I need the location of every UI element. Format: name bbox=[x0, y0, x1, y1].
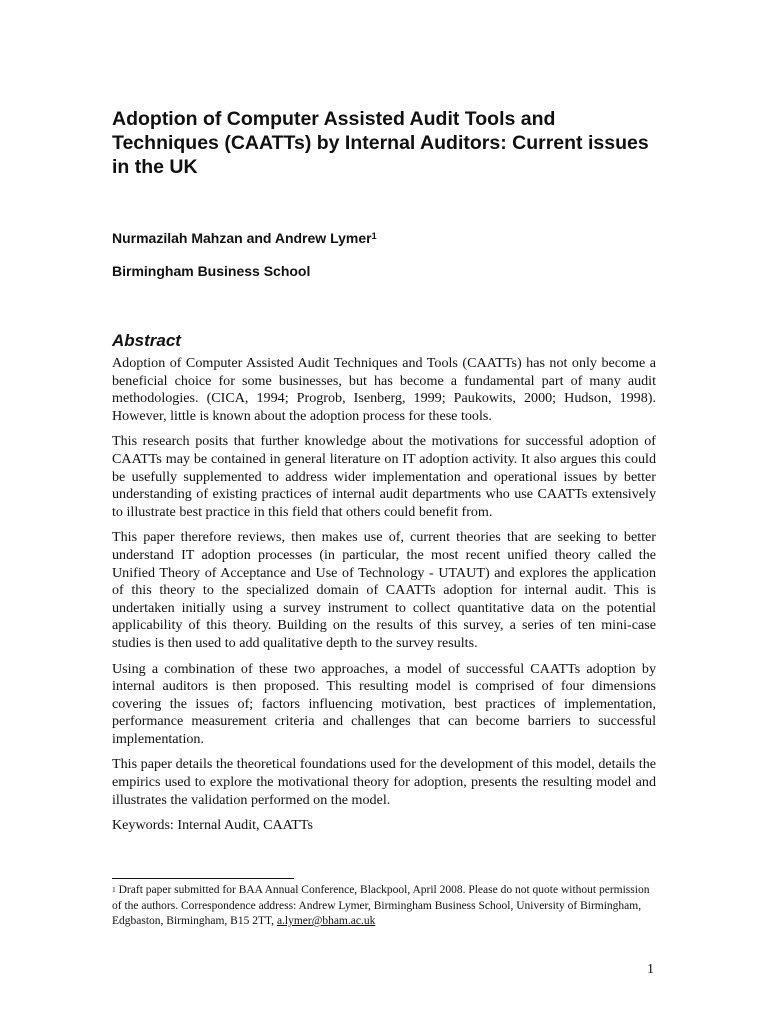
abstract-paragraph: Adoption of Computer Assisted Audit Techniques and Tools (CAATTs) has not only become a beneficial choice for some businesses, but has become a fundamental part of many audit methodologies. (CICA, 1994; Progrob, Isenberg, 1999; Paukowits, 2000; Hudson, 1998). However, little is known about the adoption process for these tools. bbox=[112, 355, 656, 424]
abstract-paragraph: This paper details the theoretical foundations used for the development of this model, details the empirics used to explore the motivational theory for adoption, presents the resulting model and illustrates the validation performed on the model. bbox=[112, 756, 656, 808]
author-line bbox=[112, 229, 377, 247]
correspondence-email-link[interactable]: a.lymer@bham.ac.uk bbox=[276, 915, 376, 927]
author-footnote-marker[interactable]: 1 bbox=[371, 231, 377, 241]
abstract-paragraph: This research posits that further knowledge about the motivations for successful adoption of CAATTs may be contained in general literature on IT adoption activity. It also argues this could be usefully supplemented to address wider implementation and operational issues by better understanding of existing practices of internal audit departments who use CAATTs extensively to illustrate best practice in this field that others could benefit from. bbox=[112, 433, 656, 520]
abstract-body bbox=[112, 355, 656, 843]
footnote-text: Draft paper submitted for BAA Annual Conference, Blackpool, April 2008. Please do not quote without permission of the authors. Correspondence address: Andrew Lymer, Birmingham Business School, University of Birmingham, Edgbaston, Birmingham, B15 2TT, bbox=[112, 884, 650, 927]
author-names: Nurmazilah Mahzan and Andrew Lymer bbox=[112, 230, 372, 246]
footnote-marker: 1 bbox=[112, 885, 116, 894]
abstract-paragraph: Using a combination of these two approaches, a model of successful CAATTs adoption by internal auditors is then proposed. This resulting model is comprised of four dimensions covering the issues of; factors influencing motivation, best practices of implementation, performance measurement criteria and challenges that can become barriers to successful implementation. bbox=[112, 660, 656, 747]
affiliation: Birmingham Business School bbox=[112, 263, 311, 279]
abstract-heading: Abstract bbox=[112, 331, 181, 350]
page-number: 1 bbox=[647, 962, 654, 977]
keywords: Keywords: Internal Audit, CAATTs bbox=[112, 817, 313, 834]
footnote bbox=[112, 883, 656, 930]
paper-title: Adoption of Computer Assisted Audit Tools and Techniques (CAATTs) by Internal Auditors: Current issues in the UK bbox=[112, 108, 649, 178]
abstract-paragraph: This paper therefore reviews, then makes use of, current theories that are seeking to better understand IT adoption processes (in particular, the most recent unified theory called the Unified Theory of Acceptance and Use of Technology - UTAUT) and explores the application of this theory to the specialized domain of CAATTs adoption for internal audit. This is undertaken initially using a survey instrument to collect quantitative data on the potential applicability of this theory. Building on the results of this survey, a series of ten mini-case studies is then used to add qualitative depth to the survey results. bbox=[112, 529, 656, 651]
footnote-divider bbox=[112, 878, 294, 879]
